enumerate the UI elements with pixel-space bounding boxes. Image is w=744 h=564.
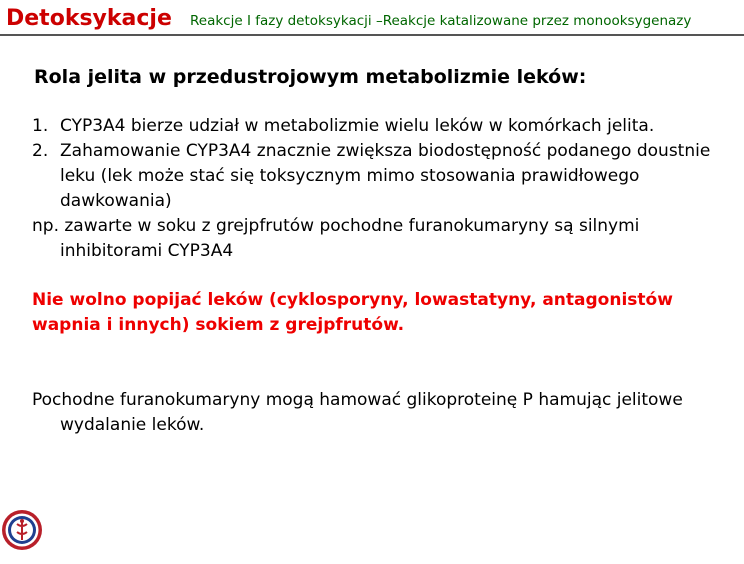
content-list: [32, 114, 732, 264]
list-item-2: [32, 139, 732, 214]
list-item-number: 2.: [32, 141, 49, 161]
list-item-1: [32, 114, 732, 139]
closing-paragraph: Pochodne furanokumaryny mogą hamować glikoproteinę P hamując jelitowe wydalanie leków.: [32, 390, 683, 435]
university-seal-icon: [0, 500, 44, 560]
slide-title: Detoksykacje: [6, 6, 172, 31]
list-item-text: Zahamowanie CYP3A4 znacznie zwiększa biodostępność podanego doustnie leku (lek może stać się toksycznym mimo stosowania prawidłowego dawkowania): [60, 141, 711, 211]
example-note: np. zawarte w soku z grejpfrutów pochodne furanokumaryny są silnymi inhibitorami CYP3A4: [32, 216, 640, 261]
slide-subtitle: Reakcje I fazy detoksykacji –Reakcje katalizowane przez monooksygenazy: [190, 13, 692, 29]
list-item-text: CYP3A4 bierze udział w metabolizmie wielu leków w komórkach jelita.: [60, 116, 655, 136]
warning-text: Nie wolno popijać leków (cyklosporyny, lowastatyny, antagonistów wapnia i innych) sokiem z grejpfrutów.: [32, 290, 673, 335]
list-item-number: 1.: [32, 116, 49, 136]
section-heading: Rola jelita w przedustrojowym metabolizmie leków:: [34, 66, 587, 88]
header-divider: [0, 34, 744, 36]
slide-header: [0, 0, 744, 36]
